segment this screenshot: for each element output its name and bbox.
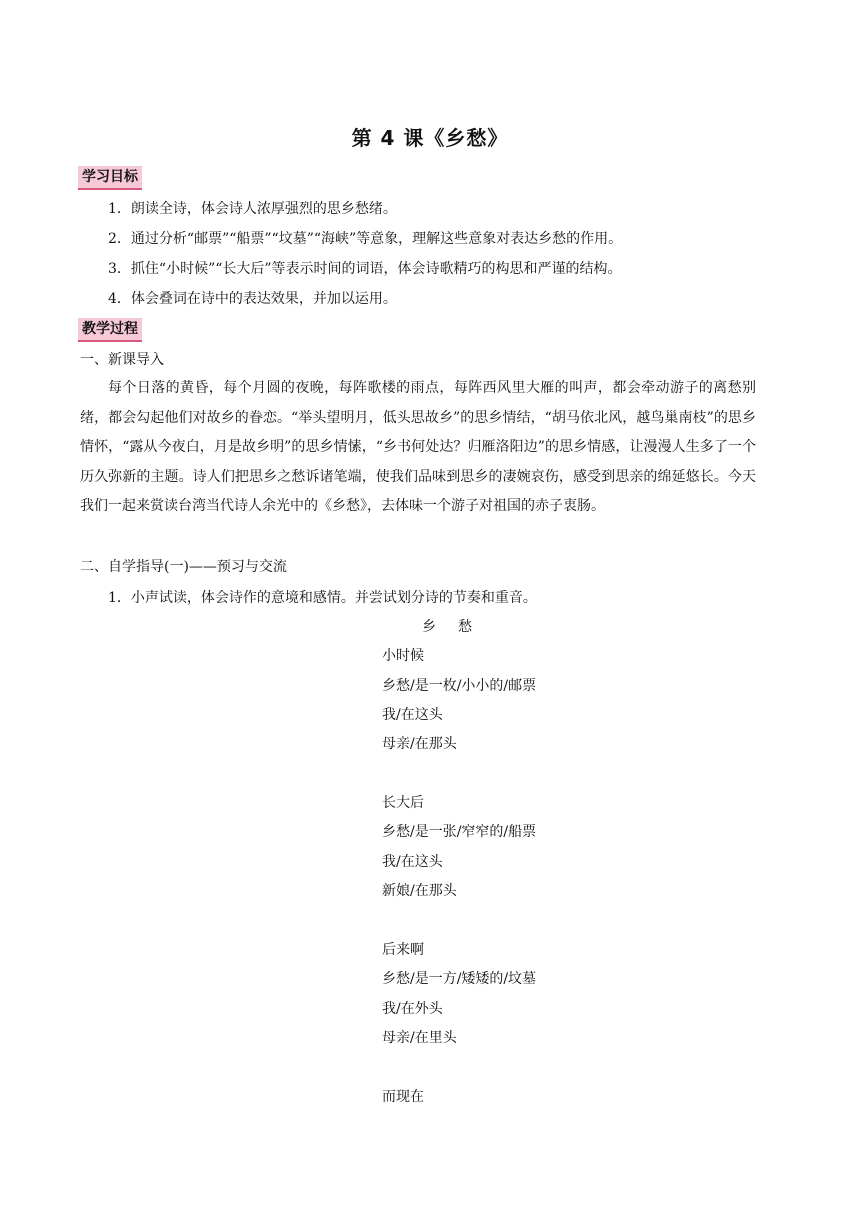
goal-item: 4．体会叠词在诗中的表达效果，并加以运用。 bbox=[108, 291, 397, 307]
lesson-title: 第 4 课《乡愁》 bbox=[351, 126, 509, 150]
poem-line: 我/在外头 bbox=[382, 1001, 443, 1017]
poem-line: 乡愁/是一张/窄窄的/船票 bbox=[382, 824, 537, 840]
poem-line: 乡愁/是一枚/小小的/邮票 bbox=[382, 678, 537, 694]
poem-line: 母亲/在那头 bbox=[382, 736, 457, 752]
intro-paragraph: 每个日落的黄昏，每个月圆的夜晚，每阵歌楼的雨点，每阵西风里大雁的叫声，都会牵动游子的离愁别绪，都会勾起他们对故乡的眷恋。“举头望明月，低头思故乡”的思乡情结，“胡马依北风，越鸟巢南枝”的思乡情怀，“露从今夜白，月是故乡明”的思乡情愫，“乡书何处达？归雁洛阳边”的思乡情感，让漫漫人生多了一个历久弥新的主题。诗人们把思乡之愁诉诸笔端，使我们品味到思乡的凄婉哀伤，感受到思亲的绵延悠长。今天我们一起来赏读台湾当代诗人余光中的《乡愁》，去体味一个游子对祖国的赤子衷肠。 bbox=[80, 380, 756, 515]
poem-line: 新娘/在那头 bbox=[382, 883, 457, 899]
section-label-process: 教学过程 bbox=[78, 318, 142, 342]
section-heading-intro: 一、新课导入 bbox=[80, 352, 164, 368]
poem-line: 长大后 bbox=[382, 795, 424, 811]
poem-line: 母亲/在里头 bbox=[382, 1030, 457, 1046]
section-label-goals: 学习目标 bbox=[78, 166, 142, 190]
task-item: 1．小声试读，体会诗作的意境和感情。并尝试划分诗的节奏和重音。 bbox=[108, 590, 537, 606]
poem-line: 我/在这头 bbox=[382, 854, 443, 870]
poem-title: 乡 愁 bbox=[422, 619, 476, 635]
poem-line: 后来啊 bbox=[382, 942, 424, 958]
section-heading-selfstudy: 二、自学指导(一)——预习与交流 bbox=[80, 559, 287, 575]
poem-line: 乡愁/是一方/矮矮的/坟墓 bbox=[382, 971, 537, 987]
poem-line: 我/在这头 bbox=[382, 707, 443, 723]
goal-item: 3．抓住“小时候”“长大后”等表示时间的词语，体会诗歌精巧的构思和严谨的结构。 bbox=[108, 261, 622, 277]
goal-item: 1．朗读全诗，体会诗人浓厚强烈的思乡愁绪。 bbox=[108, 201, 397, 217]
poem-line: 小时候 bbox=[382, 648, 424, 664]
goal-item: 2．通过分析“邮票”“船票”“坟墓”“海峡”等意象，理解这些意象对表达乡愁的作用。 bbox=[108, 231, 623, 247]
poem-line: 而现在 bbox=[382, 1089, 424, 1105]
